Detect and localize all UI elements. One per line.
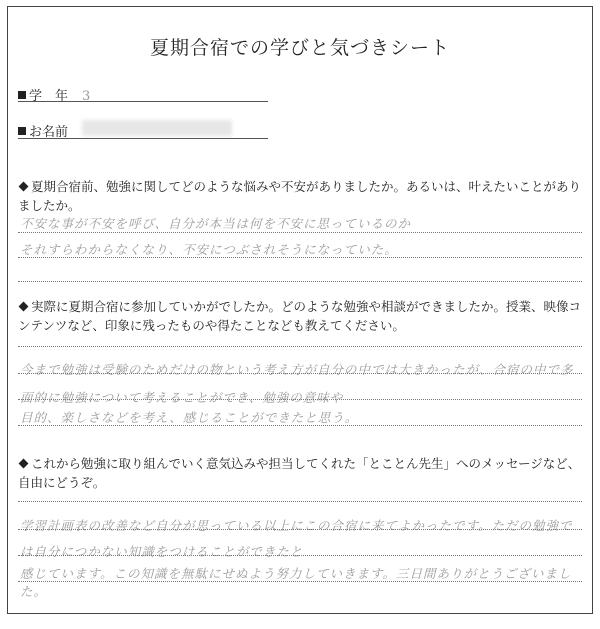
grade-label: 学 年 xyxy=(29,89,69,104)
answer-3-line-2: 感じています。この知識を無駄にせぬよう努力していきます。三日間ありがとうございました。 xyxy=(20,566,572,599)
question-2 xyxy=(18,297,582,335)
answer-rule xyxy=(18,232,582,233)
worksheet xyxy=(7,6,593,614)
answer-rule xyxy=(18,257,582,258)
redacted-name xyxy=(82,120,232,136)
square-bullet-icon xyxy=(18,91,26,99)
diamond-bullet-icon xyxy=(19,302,29,312)
answer-1-line-2: それすらわからなくなり、不安につぶされそうになっていた。 xyxy=(20,242,398,257)
question-1 xyxy=(18,177,582,215)
answer-1-line-1: 不安な事が不安を呼び、自分が本当は何を不安に思っているのか xyxy=(20,216,412,231)
answer-rule xyxy=(18,501,582,502)
diamond-bullet-icon xyxy=(19,182,29,192)
question-3-text: これから勉強に取り組んでいく意気込みや担当してくれた「とことん先生」へのメッセージなど、自由にどうぞ。 xyxy=(18,456,581,490)
answer-2-line-2: 目的、楽しさなどを考え、感じることができたと思う。 xyxy=(20,410,359,425)
square-bullet-icon xyxy=(18,127,26,135)
answer-rule xyxy=(18,555,582,556)
question-1-text: 夏期合宿前、勉強に関してどのような悩みや不安がありましたか。あるいは、叶えたいことがありましたか。 xyxy=(18,179,582,213)
grade-underline xyxy=(18,101,268,102)
answer-rule xyxy=(18,399,582,400)
answer-rule xyxy=(18,281,582,282)
answer-rule xyxy=(18,529,582,530)
name-label: お名前 xyxy=(29,125,69,140)
question-3 xyxy=(18,454,582,492)
sheet-title: 夏期合宿での学びと気づきシート xyxy=(149,37,450,59)
answer-rule xyxy=(18,425,582,426)
answer-rule xyxy=(18,346,582,347)
name-underline xyxy=(18,138,268,139)
question-2-text: 実際に夏期合宿に参加していかがでしたか。どのような勉強や相談ができましたか。授業、映像コンテンツなど、印象に残ったものや得たことなども教えてください。 xyxy=(18,299,582,333)
answer-rule xyxy=(18,373,582,374)
diamond-bullet-icon xyxy=(19,459,29,469)
answer-3-line-1: 学習計画表の改善など自分が思っている以上にこの合宿に来てよかったです。ただの勉強では自分につかない知識をつけることができたと xyxy=(20,518,573,559)
answer-2-line-1: 今まで勉強は受験のためだけの物という考え方が自分の中では大きかったが、合宿の中で多面的に勉強について考えることができ、勉強の意味や xyxy=(20,362,574,405)
grade-value: 3 xyxy=(82,89,91,104)
answer-rule xyxy=(18,581,582,582)
